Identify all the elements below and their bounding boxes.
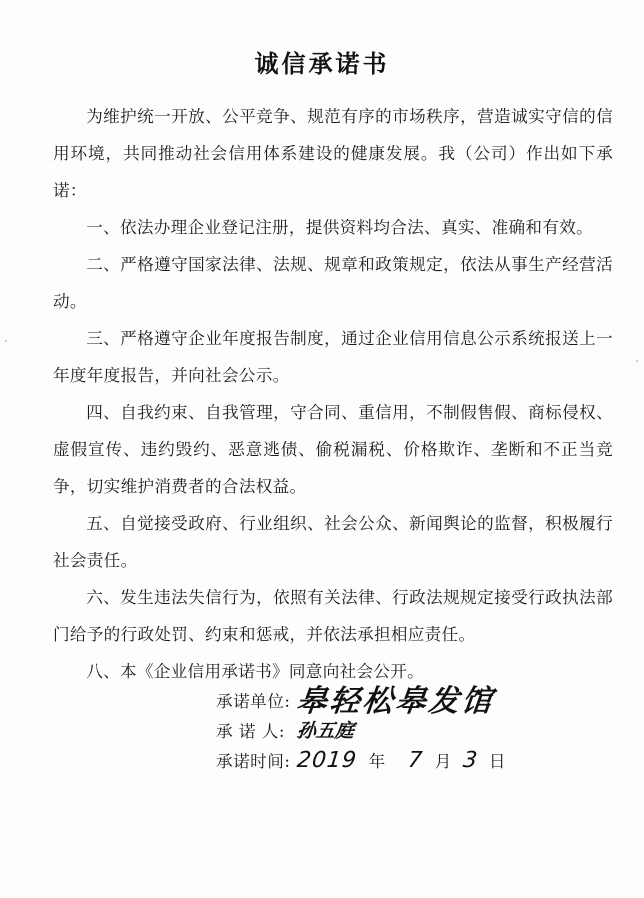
date-month-char: 月 <box>434 752 452 771</box>
intro-paragraph: 为维护统一开放、公平竞争、规范有序的市场秩序，营造诚实守信的信用环境，共同推动社会信用体系建设的健康发展。我（公司）作出如下承诺： <box>53 107 613 200</box>
date-day: 3 <box>461 748 479 773</box>
date-year-char: 年 <box>368 752 386 771</box>
unit-label: 承诺单位: <box>216 692 291 711</box>
date-day-char: 日 <box>488 752 506 771</box>
unit-handwritten-signature: 皋轻松皋发馆 <box>295 684 497 719</box>
scan-speck <box>5 340 7 342</box>
person-handwritten-signature: 孙五庭 <box>295 720 356 742</box>
commitment-item-4: 四、自我约束、自我管理，守合同、重信用，不制假售假、商标侵权、虚假宣传、违约毁约、恶意逃债、偷税漏税、价格欺诈、垄断和不正当竞争，切实维护消费者的合法权益。 <box>53 403 613 496</box>
commitment-item-5: 五、自觉接受政府、行业组织、社会公众、新闻舆论的监督，积极履行社会责任。 <box>53 514 613 570</box>
commitment-item-1: 一、依法办理企业登记注册，提供资料均合法、真实、准确和有效。 <box>86 218 593 237</box>
person-label: 承 诺 人: <box>216 722 285 741</box>
time-label: 承诺时间: <box>216 752 291 771</box>
date-month: 7 <box>407 748 425 773</box>
commitment-item-6: 六、发生违法失信行为，依照有关法律、行政法规规定接受行政执法部门给予的行政处罚、约束和惩戒，并依法承担相应责任。 <box>53 588 613 644</box>
scan-speck <box>636 360 638 362</box>
commitment-item-8: 八、本《企业信用承诺书》同意向社会公开。 <box>86 662 425 681</box>
signature-date-row <box>216 748 511 773</box>
signature-unit-row <box>216 676 495 720</box>
commitment-item-3: 三、严格遵守企业年度报告制度，通过企业信用信息公示系统报送上一年度年度报告，并向社会公示。 <box>53 329 613 385</box>
signature-person-row <box>216 716 354 743</box>
date-year: 2019 <box>295 748 359 773</box>
document-title: 诚信承诺书 <box>254 49 390 78</box>
commitment-date <box>297 748 511 773</box>
commitment-item-2: 二、严格遵守国家法律、法规、规章和政策规定，依法从事生产经营活动。 <box>53 255 613 311</box>
